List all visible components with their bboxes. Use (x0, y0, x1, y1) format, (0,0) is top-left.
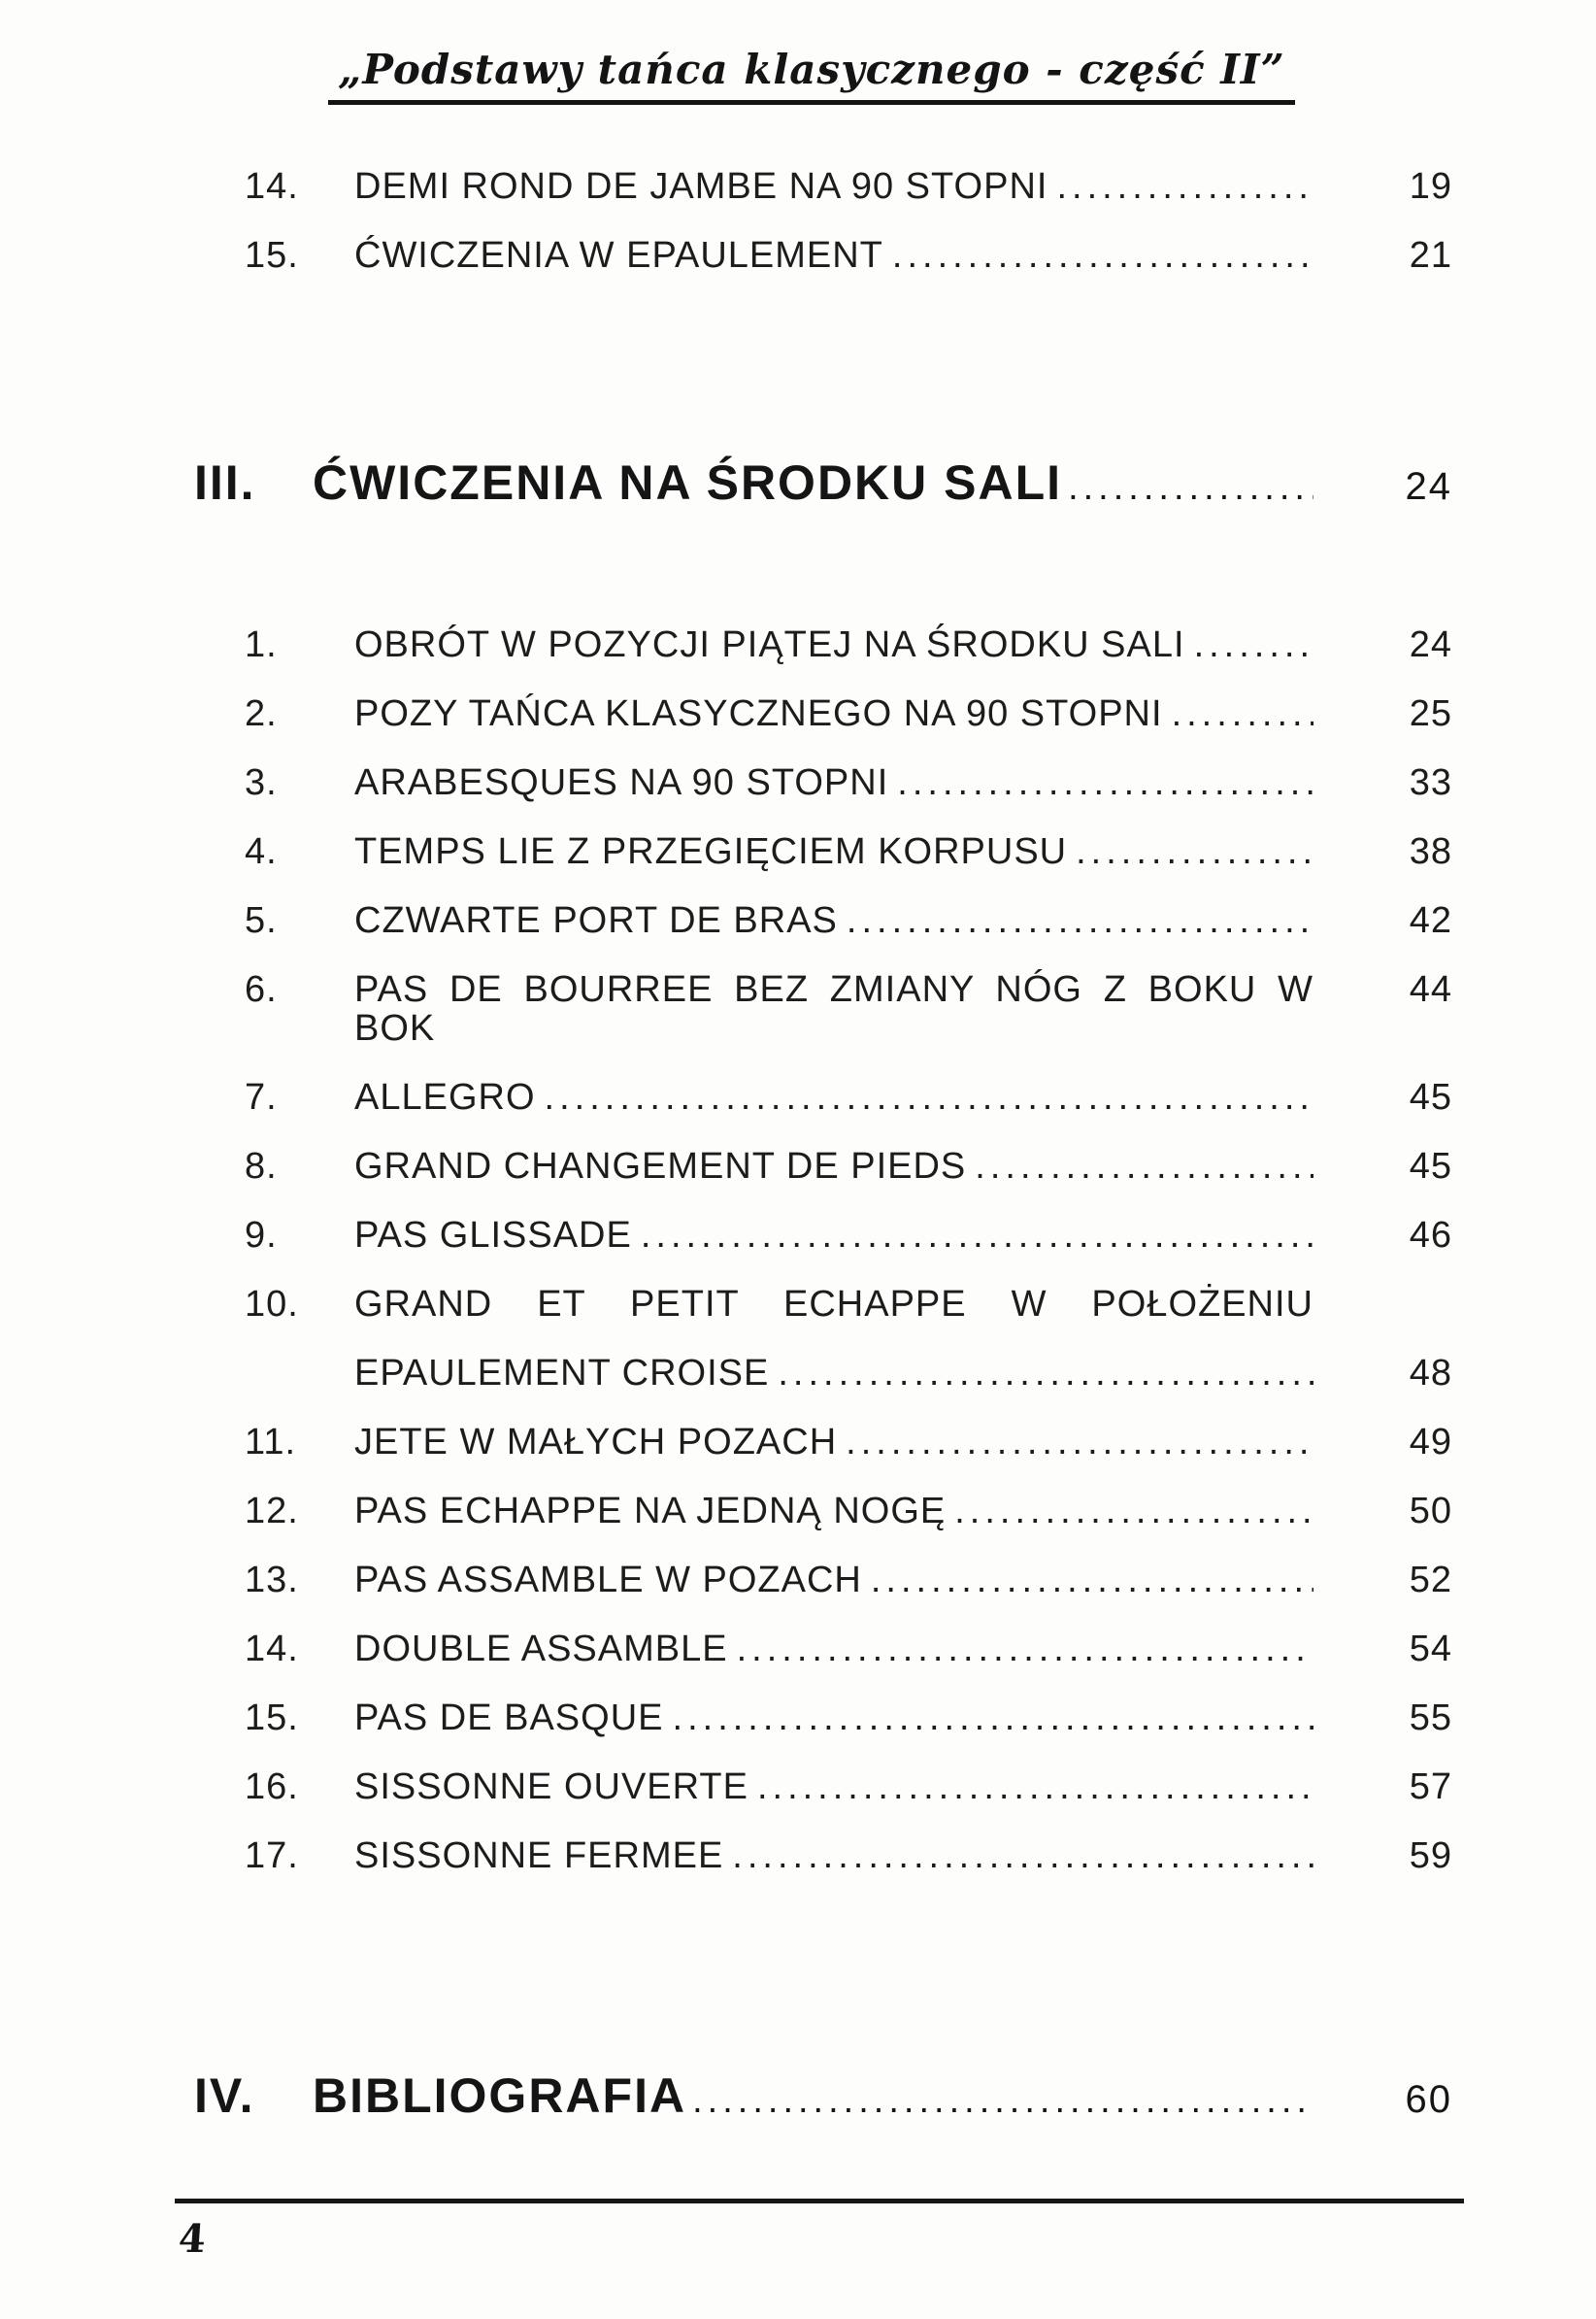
dot-leader (946, 1492, 1313, 1530)
page-header (0, 0, 1596, 105)
toc-item-number: 16. (245, 1766, 299, 1807)
toc-item-page-number: 54 (1409, 1629, 1452, 1669)
toc-item-label: EPAULEMENT CROISE (354, 1353, 770, 1394)
toc-item-row (194, 167, 1454, 206)
toc-item-page-number: 59 (1409, 1835, 1452, 1876)
toc-item-label: GRAND CHANGEMENT DE PIEDS (354, 1146, 967, 1187)
dot-leader (769, 1354, 1313, 1393)
toc-item-label: PAS GLISSADE (354, 1215, 632, 1256)
toc-item-row (194, 625, 1454, 664)
section-page-number: 24 (1405, 465, 1452, 508)
toc-item-row (194, 832, 1454, 871)
dot-leader (966, 1147, 1313, 1186)
dot-leader (536, 1078, 1313, 1117)
toc-item-label: DEMI ROND DE JAMBE NA 90 STOPNI (354, 166, 1048, 207)
toc-leading-items (194, 167, 1454, 275)
toc-item-row (194, 763, 1454, 802)
toc-item-row (194, 901, 1454, 940)
toc-item-row (194, 1078, 1454, 1117)
toc-item-number: 14. (245, 166, 299, 207)
toc-item-number: 9. (245, 1215, 278, 1256)
toc-item-label: TEMPS LIE Z PRZEGIĘCIEM KORPUSU (354, 831, 1068, 872)
dot-leader (632, 1216, 1313, 1255)
toc-item-row (194, 1216, 1454, 1255)
toc-item-page-number: 57 (1409, 1766, 1452, 1807)
toc-section-heading-iii (194, 457, 1454, 513)
toc-item-row (194, 236, 1454, 275)
toc-item-page-number: 33 (1409, 762, 1452, 803)
toc-item-label: PAS ECHAPPE NA JEDNĄ NOGĘ (354, 1491, 947, 1531)
toc-item-page-number: 46 (1409, 1215, 1452, 1256)
toc-item-number: 8. (245, 1146, 278, 1187)
section-number: IV. (194, 2068, 255, 2123)
toc-section-iii-items (194, 625, 1454, 1875)
table-of-contents (194, 167, 1454, 2126)
toc-item-row (194, 1492, 1454, 1530)
dot-leader (1047, 167, 1313, 206)
toc-item-label: DOUBLE ASSAMBLE (354, 1629, 728, 1669)
toc-item-label: ALLEGRO (354, 1077, 536, 1118)
footer-page-number: 4 (177, 2216, 208, 2262)
toc-item-label: ĆWICZENIA W EPAULEMENT (354, 235, 883, 276)
toc-item-page-number: 55 (1409, 1697, 1452, 1738)
toc-item-row (194, 1767, 1454, 1806)
toc-item-page-number: 38 (1409, 831, 1452, 872)
toc-item-label: OBRÓT W POZYCJI PIĄTEJ NA ŚRODKU SALI (354, 624, 1185, 665)
document-title: „Podstawy tańca klasycznego - część II” (328, 45, 1295, 105)
toc-item-row (194, 1698, 1454, 1737)
dot-leader (1185, 625, 1313, 664)
toc-item-number: 13. (245, 1560, 299, 1600)
dot-leader (686, 2075, 1313, 2126)
toc-item-number: 3. (245, 762, 278, 803)
dot-leader (664, 1698, 1313, 1737)
toc-section-heading-iv (194, 2070, 1454, 2126)
toc-item-label: SISSONNE OUVERTE (354, 1766, 748, 1807)
toc-item-label: GRAND ET PETIT ECHAPPE W POŁOŻENIU (354, 1284, 1313, 1325)
toc-item-page-number: 25 (1409, 693, 1452, 734)
toc-item-page-number: 50 (1409, 1491, 1452, 1531)
toc-item-label: SISSONNE FERMEE (354, 1835, 724, 1876)
toc-item-row (194, 1423, 1454, 1462)
dot-leader (837, 1423, 1313, 1462)
toc-item-number: 12. (245, 1491, 299, 1531)
dot-leader (862, 1561, 1313, 1599)
dot-leader (728, 1630, 1313, 1668)
toc-item-number: 15. (245, 1697, 299, 1738)
toc-item-page-number: 19 (1409, 166, 1452, 207)
toc-item-row (194, 1354, 1454, 1393)
toc-item-page-number: 45 (1409, 1146, 1452, 1187)
toc-item-row (194, 1836, 1454, 1875)
toc-item-number: 17. (245, 1835, 299, 1876)
toc-item-label: CZWARTE PORT DE BRAS (354, 900, 838, 941)
toc-item-number: 4. (245, 831, 278, 872)
toc-item-label: JETE W MAŁYCH POZACH (354, 1422, 838, 1462)
toc-item-label: POZY TAŃCA KLASYCZNEGO NA 90 STOPNI (354, 693, 1163, 734)
toc-item-row (194, 694, 1454, 733)
toc-item-row (194, 1630, 1454, 1668)
toc-item-page-number: 44 (1409, 969, 1452, 1010)
dot-leader (838, 901, 1313, 940)
toc-item-number: 1. (245, 624, 278, 665)
toc-item-number: 2. (245, 693, 278, 734)
toc-item-page-number: 24 (1409, 624, 1452, 665)
section-page-number: 60 (1405, 2078, 1452, 2121)
toc-item-number: 5. (245, 900, 278, 941)
toc-item-label: PAS DE BASQUE (354, 1697, 664, 1738)
toc-item-number: 10. (245, 1284, 299, 1325)
section-number: III. (194, 455, 256, 510)
toc-item-page-number: 42 (1409, 900, 1452, 941)
footer-rule (175, 2199, 1464, 2203)
section-label: BIBLIOGRAFIA (313, 2068, 687, 2123)
toc-item-row (194, 1561, 1454, 1599)
toc-item-page-number: 52 (1409, 1560, 1452, 1600)
toc-item-number: 6. (245, 969, 278, 1010)
toc-item-row (194, 970, 1454, 1048)
toc-item-number: 11. (245, 1422, 297, 1462)
dot-leader (1067, 832, 1313, 871)
toc-item-label: ARABESQUES NA 90 STOPNI (354, 762, 889, 803)
toc-item-label: PAS DE BOURREE BEZ ZMIANY NÓG Z BOKU W BOK (354, 969, 1313, 1049)
dot-leader (883, 236, 1313, 275)
dot-leader (1163, 694, 1313, 733)
toc-item-page-number: 21 (1409, 235, 1452, 276)
toc-item-row (194, 1147, 1454, 1186)
toc-item-label: PAS ASSAMBLE W POZACH (354, 1560, 862, 1600)
toc-item-page-number: 49 (1409, 1422, 1452, 1462)
toc-item-page-number: 48 (1409, 1353, 1452, 1394)
dot-leader (1062, 462, 1313, 513)
dot-leader (723, 1836, 1313, 1875)
toc-item-page-number: 45 (1409, 1077, 1452, 1118)
toc-item-number: 7. (245, 1077, 278, 1118)
toc-item-number: 15. (245, 235, 299, 276)
dot-leader (888, 763, 1313, 802)
toc-item-row (194, 1285, 1454, 1324)
dot-leader (748, 1767, 1313, 1806)
toc-item-number: 14. (245, 1629, 299, 1669)
section-label: ĆWICZENIA NA ŚRODKU SALI (313, 455, 1063, 510)
